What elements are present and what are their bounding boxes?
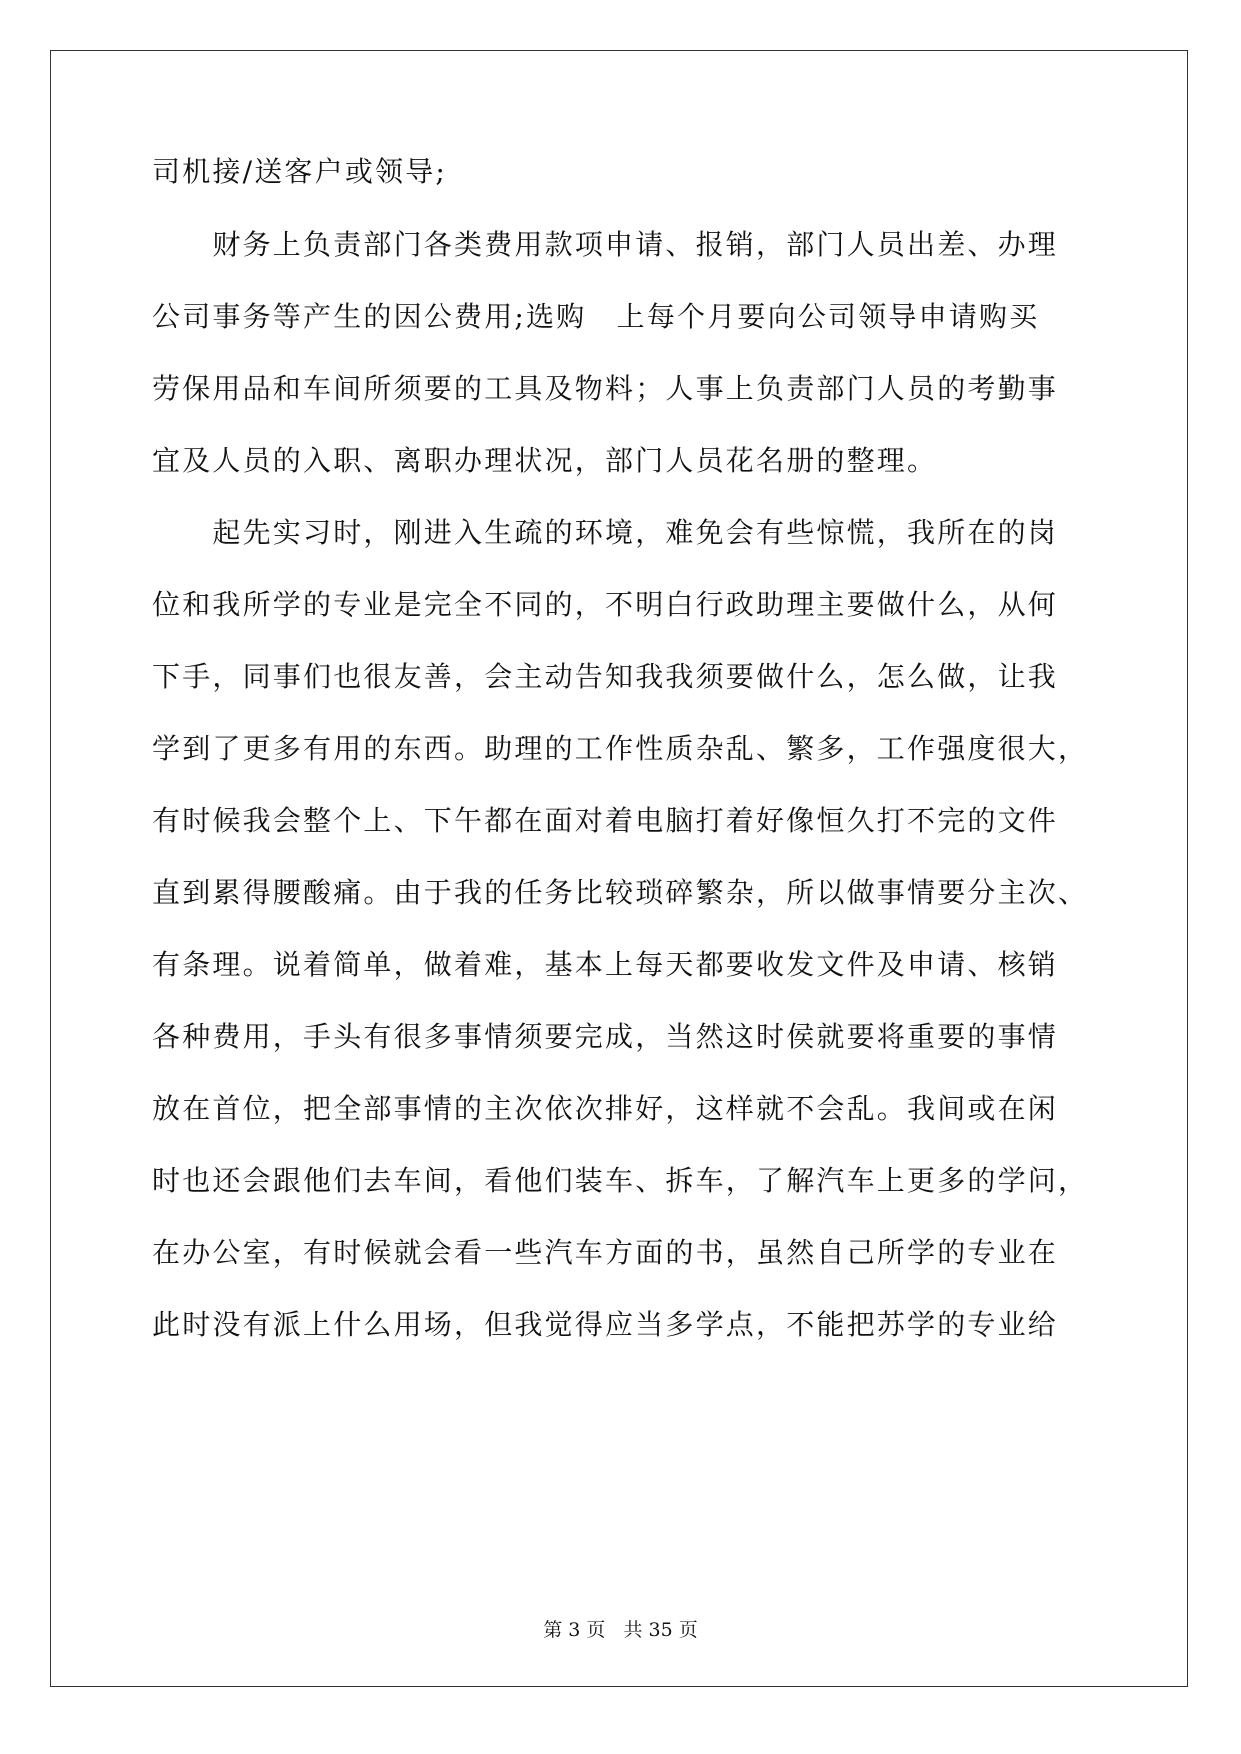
- text-line: 位和我所学的专业是完全不同的，不明白行政助理主要做什么，从何: [152, 588, 1059, 621]
- text-line: 财务上负责部门各类费用款项申请、报销，部门人员出差、办理: [152, 228, 1059, 261]
- text-line: 时也还会跟他们去车间，看他们装车、拆车，了解汽车上更多的学问，: [152, 1164, 1089, 1197]
- text-line: 有条理。说着简单，做着难，基本上每天都要收发文件及申请、核销: [152, 948, 1059, 981]
- page-footer: [0, 1615, 1241, 1642]
- text-line: 起先实习时，刚进入生疏的环境，难免会有些惊慌，我所在的岗: [152, 516, 1059, 549]
- text-line: 司机接/送客户或领导;: [152, 155, 448, 188]
- text-line: 直到累得腰酸痛。由于我的任务比较琐碎繁杂，所以做事情要分主次、: [152, 876, 1089, 909]
- text-line: 宜及人员的入职、离职办理状况，部门人员花名册的整理。: [152, 444, 938, 477]
- text-line: 放在首位，把全部事情的主次依次排好，这样就不会乱。我间或在闲: [152, 1092, 1059, 1125]
- page-number: 第 3 页: [543, 1619, 606, 1641]
- text-line: 各种费用，手头有很多事情须要完成，当然这时侯就要将重要的事情: [152, 1020, 1059, 1053]
- text-line: 有时候我会整个上、下午都在面对着电脑打着好像恒久打不完的文件: [152, 804, 1059, 837]
- page-border: [50, 50, 1188, 1687]
- text-line: 下手，同事们也很友善，会主动告知我我须要做什么，怎么做，让我: [152, 660, 1059, 693]
- page-total: 共 35 页: [623, 1619, 698, 1641]
- text-line: 此时没有派上什么用场，但我觉得应当多学点，不能把苏学的专业给: [152, 1308, 1059, 1341]
- text-line: 公司事务等产生的因公费用;选购 上每个月要向公司领导申请购买: [152, 300, 1040, 333]
- text-line: 劳保用品和车间所须要的工具及物料；人事上负责部门人员的考勤事: [152, 372, 1059, 405]
- text-line: 在办公室，有时候就会看一些汽车方面的书，虽然自己所学的专业在: [152, 1236, 1059, 1269]
- text-line: 学到了更多有用的东西。助理的工作性质杂乱、繁多，工作强度很大，: [152, 732, 1089, 765]
